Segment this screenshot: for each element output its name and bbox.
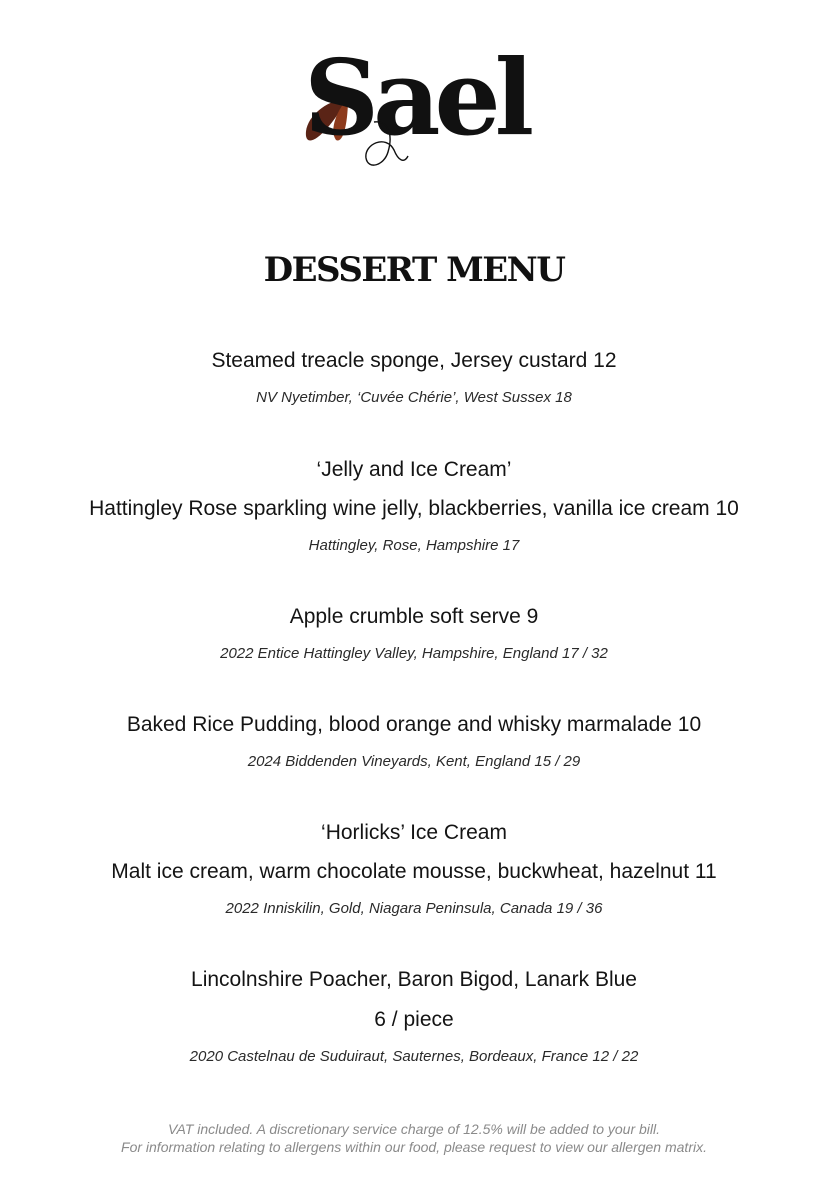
footer-notice <box>0 1120 828 1156</box>
sael-logo <box>290 36 540 176</box>
menu-item-dish: Malt ice cream, warm chocolate mousse, buckwheat, hazelnut 11 <box>111 860 717 883</box>
menu-item-pairing: 2024 Biddenden Vineyards, Kent, England 15 / 29 <box>247 753 581 770</box>
menu-item-dish: Baked Rice Pudding, blood orange and whisky marmalade 10 <box>126 713 702 736</box>
menu-item-dish: Hattingley Rose sparkling wine jelly, blackberries, vanilla ice cream 10 <box>89 497 739 520</box>
menu-item-pairing: 2022 Inniskilin, Gold, Niagara Peninsula, Canada 19 / 36 <box>225 900 603 917</box>
menu-item-pairing: 2020 Castelnau de Suduiraut, Sauternes, Bordeaux, France 12 / 22 <box>189 1048 639 1065</box>
vat-notice: VAT included. A discretionary service charge of 12.5% will be added to your bill. <box>167 1121 661 1137</box>
menu-item-name: ‘Jelly and Ice Cream’ <box>316 458 512 481</box>
page-title: DESSERT MENU <box>263 250 565 290</box>
menu-item-pairing: Hattingley, Rose, Hampshire 17 <box>308 537 520 554</box>
menu-item-name: ‘Horlicks’ Ice Cream <box>321 821 507 844</box>
menu-item-dish: Lincolnshire Poacher, Baron Bigod, Lanark Blue <box>191 968 637 991</box>
menu-item-pairing: NV Nyetimber, ‘Cuvée Chérie’, West Sussex 18 <box>256 389 572 406</box>
menu-item-dish: Apple crumble soft serve 9 <box>289 605 539 628</box>
logo-wordmark: Sael <box>304 36 529 159</box>
menu-item-pairing: 2022 Entice Hattingley Valley, Hampshire, England 17 / 32 <box>220 645 608 662</box>
menu-item-price: 6 / piece <box>374 1008 454 1031</box>
menu-item-dish: Steamed treacle sponge, Jersey custard 12 <box>211 349 617 372</box>
allergen-notice: For information relating to allergens within our food, please request to view our allergen matrix. <box>121 1139 707 1155</box>
